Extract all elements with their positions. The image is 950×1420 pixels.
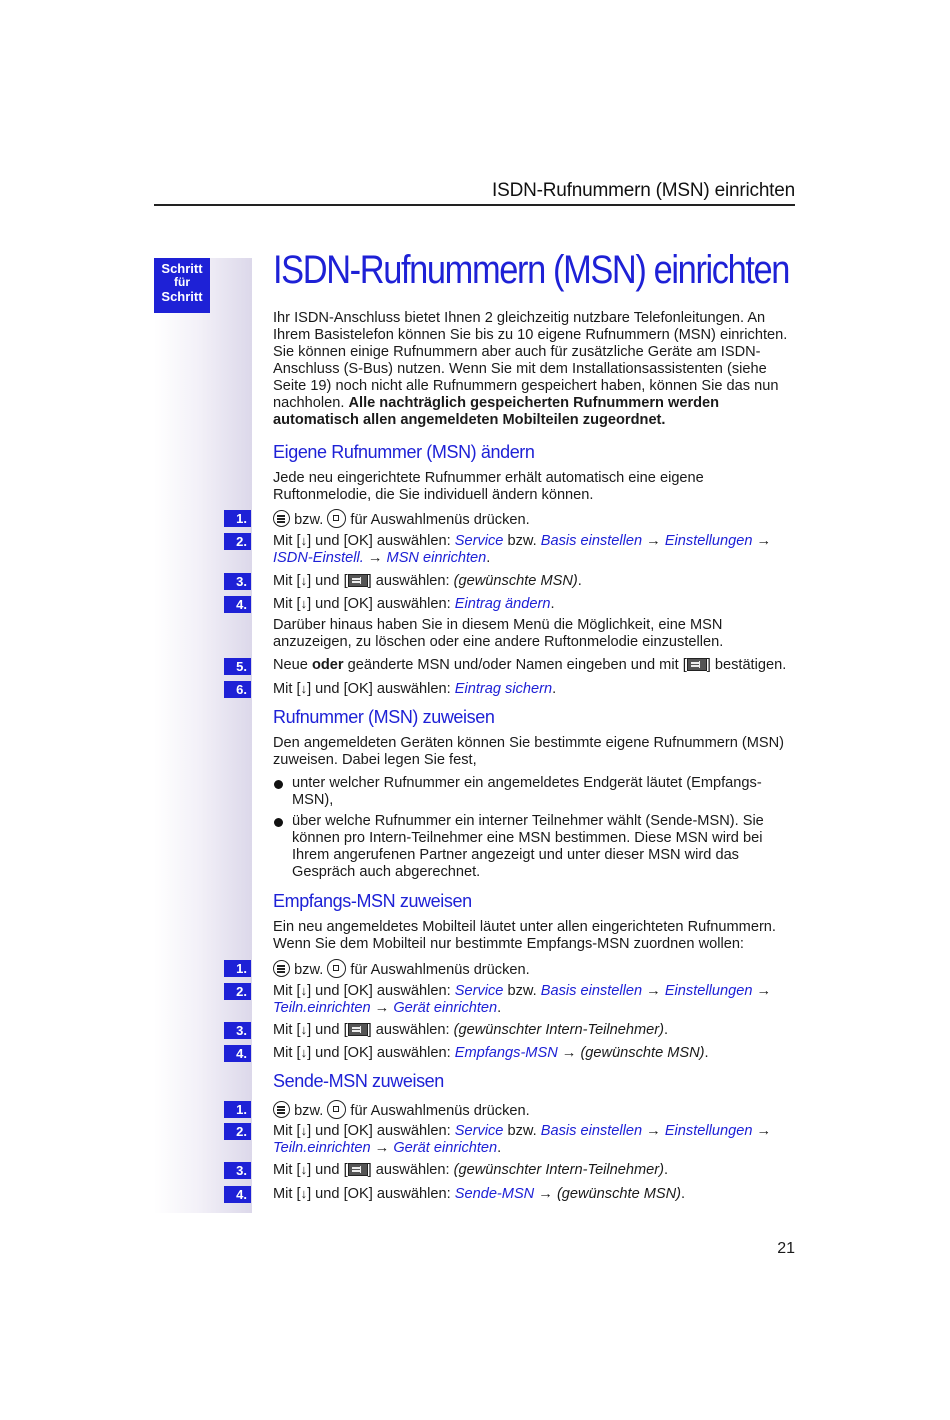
sec2-bullet-1: unter welcher Rufnummer ein angemeldetes Endgerät läutet (Empfangs-MSN), (273, 775, 797, 809)
menu-empfangs-msn: Empfangs-MSN (454, 1045, 558, 1061)
txt: ] und [OK] auswählen: (307, 983, 455, 999)
sec3-step3-text: Mit [↓] und [ ] auswählen: (gewünschter Intern-Teilnehmer). (273, 1022, 669, 1038)
box-line-3: Schritt (161, 289, 203, 304)
txt: Mit [ (273, 1045, 301, 1061)
txt: ] und [OK] auswählen: (307, 1123, 455, 1139)
menu-teiln-einrichten: Teiln.einrichten (273, 1140, 371, 1156)
txt: ] und [OK] auswählen: (307, 1045, 455, 1061)
step-number: 4. (224, 1186, 251, 1203)
step-number: 4. (224, 596, 251, 613)
step-number: 5. (224, 658, 251, 675)
sec1-step2-text: Mit [↓] und [OK] auswählen: Service bzw. Basis einstellen → Einstellungen → ISDN-Einstell. → MSN einrichten. (273, 533, 772, 566)
sec4-step2-text: Mit [↓] und [OK] auswählen: Service bzw. Basis einstellen → Einstellungen → Teiln.einrichten → Gerät einrichten. (273, 1123, 772, 1156)
section-heading-sende-msn: Sende-MSN zuweisen (273, 1071, 444, 1091)
menu-sende-msn: Sende-MSN (454, 1186, 535, 1202)
arrow-down-icon: ↓ (300, 1045, 308, 1060)
arrow-down-icon: ↓ (300, 533, 308, 548)
menu-isdn-einstell: ISDN-Einstell. (273, 550, 364, 566)
navigation-key-icon (327, 509, 346, 528)
sec4-step1-text (273, 1100, 797, 1120)
step-text: für Auswahlmenüs drücken. (350, 962, 530, 978)
display-key-icon (348, 1163, 368, 1176)
arrow: → (370, 1000, 394, 1016)
txt: ] und [OK] auswählen: (307, 681, 455, 697)
txt: ] und [OK] auswählen: (307, 596, 455, 612)
menu-einstellungen: Einstellungen (664, 983, 753, 999)
txt: Mit [ (273, 573, 301, 589)
txt: oder (311, 657, 344, 673)
txt: Mit [ (273, 1123, 301, 1139)
display-key-icon (348, 1023, 368, 1036)
arrow: → (370, 1140, 394, 1156)
step-number: 1. (224, 1101, 251, 1118)
step-number: 6. (224, 681, 251, 698)
sec2-bullet-2: über welche Rufnummer ein interner Teilnehmer wählt (Sende-MSN). Sie können pro Intern-Teilnehmer eine MSN bestimmen. Diese MSN wird bei Ihrem angerufenen Partner angezeigt und unter dieser MSN wird das Gespräch auch abgerechnet. (273, 813, 797, 881)
step-number: 2. (224, 983, 251, 1000)
menu-basis-einstellen: Basis einstellen (540, 983, 643, 999)
sec1-step5-text (273, 657, 797, 674)
section-heading-msn-aendern: Eigene Rufnummer (MSN) ändern (273, 442, 535, 462)
txt: ] und [OK] auswählen: (307, 533, 455, 549)
arrow-down-icon: ↓ (300, 681, 308, 696)
txt: Mit [ (273, 596, 301, 612)
step-number: 2. (224, 533, 251, 550)
txt: Mit [ (273, 533, 301, 549)
sec4-step4-text: Mit [↓] und [OK] auswählen: Sende-MSN → (gewünschte MSN). (273, 1186, 686, 1202)
txt: Mit [ (273, 1022, 301, 1038)
arrow-down-icon: ↓ (300, 596, 308, 611)
menu-eintrag-sichern: Eintrag sichern (454, 681, 553, 697)
navigation-key-icon (327, 959, 346, 978)
txt: ] auswählen: (367, 1162, 454, 1178)
sec1-step6-text: Mit [↓] und [OK] auswählen: Eintrag sichern. (273, 681, 557, 697)
step-by-step-box (154, 258, 210, 313)
menu-basis-einstellen: Basis einstellen (540, 533, 643, 549)
txt: bzw. (503, 1123, 541, 1139)
menu-basis-einstellen: Basis einstellen (540, 1123, 643, 1139)
txt: (gewünschte MSN) (453, 573, 578, 589)
arrow: → (752, 533, 772, 549)
sec3-step1-text (273, 959, 797, 979)
txt: bzw. (503, 533, 541, 549)
arrow-down-icon: ↓ (300, 1022, 308, 1037)
menu-geraet-einrichten: Gerät einrichten (393, 1000, 498, 1016)
arrow: → (363, 550, 387, 566)
sec1-step4-text: Mit [↓] und [OK] auswählen: Eintrag ändern. (273, 596, 555, 612)
txt: ] und [OK] auswählen: (307, 1186, 455, 1202)
section-heading-empfangs-msn: Empfangs-MSN zuweisen (273, 891, 472, 911)
sec3-step2-text: Mit [↓] und [OK] auswählen: Service bzw. Basis einstellen → Einstellungen → Teiln.einrichten → Gerät einrichten. (273, 983, 772, 1016)
arrow: → (534, 1186, 557, 1202)
menu-teiln-einrichten: Teiln.einrichten (273, 1000, 371, 1016)
sec3-step4-text: Mit [↓] und [OK] auswählen: Empfangs-MSN → (gewünschte MSN). (273, 1045, 709, 1061)
arrow-down-icon: ↓ (300, 983, 308, 998)
page-title: ISDN-Rufnummern (MSN) einrichten (273, 248, 790, 292)
txt: ] und [ (307, 573, 348, 589)
txt: ] auswählen: (367, 1022, 454, 1038)
menu-msn-einrichten: MSN einrichten (386, 550, 487, 566)
step-text: für Auswahlmenüs drücken. (350, 1103, 530, 1119)
txt: (gewünschter Intern-Teilnehmer) (453, 1162, 665, 1178)
txt: (gewünschter Intern-Teilnehmer) (453, 1022, 665, 1038)
arrow: → (642, 1123, 665, 1139)
arrow: → (752, 1123, 772, 1139)
menu-service: Service (454, 1123, 504, 1139)
txt: ] und [ (307, 1162, 348, 1178)
step-text: für Auswahlmenüs drücken. (350, 512, 530, 528)
running-header: ISDN-Rufnummern (MSN) einrichten (492, 180, 795, 201)
arrow: → (752, 983, 772, 999)
intro-bold: Alle nachträglich gespeicherten Rufnummern werden automatisch allen angemeldeten Mobilteilen zugeordnet. (273, 395, 720, 428)
menu-key-icon (273, 510, 290, 527)
menu-geraet-einrichten: Gerät einrichten (393, 1140, 498, 1156)
txt: ] bestätigen. (706, 657, 787, 673)
sec1-step3-text: Mit [↓] und [ ] auswählen: (gewünschte MSN). (273, 573, 582, 589)
step-number: 1. (224, 960, 251, 977)
arrow-down-icon: ↓ (300, 1123, 308, 1138)
box-line-2: für (174, 275, 190, 289)
arrow: → (642, 533, 665, 549)
txt: bzw. (503, 983, 541, 999)
menu-einstellungen: Einstellungen (664, 533, 753, 549)
sec1-note: Darüber hinaus haben Sie in diesem Menü die Möglichkeit, eine MSN anzuzeigen, zu löschen oder eine andere Ruftonmelodie einzustellen. (273, 617, 724, 650)
menu-key-icon (273, 1101, 290, 1118)
txt: ] und [ (307, 1022, 348, 1038)
txt: Mit [ (273, 1186, 301, 1202)
display-key-icon (687, 658, 707, 671)
arrow-down-icon: ↓ (300, 573, 308, 588)
display-key-icon (348, 574, 368, 587)
sec1-intro: Jede neu eingerichtete Rufnummer erhält automatisch eine eigene Ruftonmelodie, die Sie individuell ändern können. (273, 470, 704, 503)
sec3-intro: Ein neu angemeldetes Mobilteil läutet unter allen eingerichteten Rufnummern. Wenn Sie dem Mobilteil nur bestimmte Empfangs-MSN zuordnen wollen: (273, 919, 776, 952)
intro-paragraph (273, 310, 797, 429)
arrow-down-icon: ↓ (300, 1186, 308, 1201)
arrow-down-icon: ↓ (300, 1162, 308, 1177)
step-number: 4. (224, 1045, 251, 1062)
txt: geänderte MSN und/oder Namen eingeben und mit [ (343, 657, 687, 673)
margin-band (154, 258, 252, 1213)
menu-service: Service (454, 983, 504, 999)
menu-service: Service (454, 533, 504, 549)
txt: Mit [ (273, 983, 301, 999)
txt: (gewünschte MSN) (580, 1045, 705, 1061)
box-line-1: Schritt (161, 261, 203, 276)
step-number: 3. (224, 1022, 251, 1039)
sec2-intro: Den angemeldeten Geräten können Sie bestimmte eigene Rufnummern (MSN) zuweisen. Dabei legen Sie fest, (273, 735, 785, 768)
txt: Mit [ (273, 1162, 301, 1178)
txt: (gewünschte MSN) (556, 1186, 682, 1202)
txt: Neue (273, 657, 312, 673)
sec1-step1-text (273, 509, 797, 529)
page-number: 21 (777, 1240, 795, 1257)
step-number: 3. (224, 1162, 251, 1179)
step-number: 3. (224, 573, 251, 590)
arrow: → (642, 983, 665, 999)
txt: Mit [ (273, 681, 301, 697)
section-heading-msn-zuweisen: Rufnummer (MSN) zuweisen (273, 707, 495, 727)
bzw: bzw. (294, 962, 324, 978)
step-number: 2. (224, 1123, 251, 1140)
bzw: bzw. (294, 512, 324, 528)
navigation-key-icon (327, 1100, 346, 1119)
menu-eintrag-aendern: Eintrag ändern (454, 596, 551, 612)
arrow: → (557, 1045, 581, 1061)
intro-text: Ihr ISDN-Anschluss bietet Ihnen 2 gleichzeitig nutzbare Telefonleitungen. An Ihrem Basistelefon können Sie bis zu 10 eigene Rufnummern (MSN) einrichten. Sie können einige Rufnummern aber auch für zusätzliche Geräte am ISDN-Anschluss (S-Bus) nutzen. Wenn Sie mit dem Installationsassistenten (siehe Seite 19) noch nicht alle Rufnummern gespeichert haben, können Sie das nun nachholen. (273, 310, 788, 411)
sec4-step3-text: Mit [↓] und [ ] auswählen: (gewünschter Intern-Teilnehmer). (273, 1162, 669, 1178)
step-number: 1. (224, 510, 251, 527)
menu-einstellungen: Einstellungen (664, 1123, 753, 1139)
bzw: bzw. (294, 1103, 324, 1119)
header-rule (154, 204, 795, 206)
txt: ] auswählen: (367, 573, 454, 589)
menu-key-icon (273, 960, 290, 977)
